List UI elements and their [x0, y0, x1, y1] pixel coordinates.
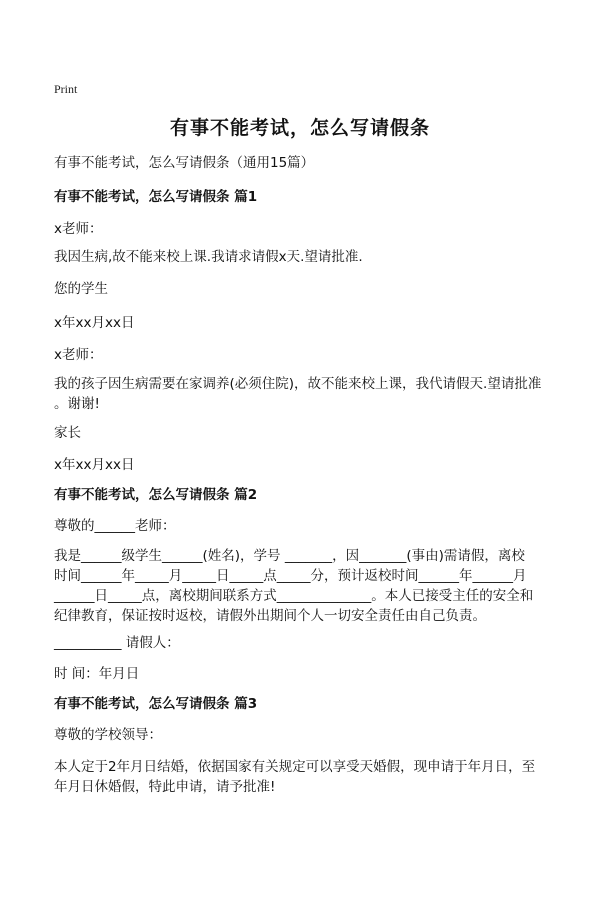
document-subtitle: 有事不能考试，怎么写请假条（通用15篇）: [54, 155, 315, 171]
section-3-salutation: 尊敬的学校领导：: [54, 727, 162, 743]
document-title: 有事不能考试，怎么写请假条: [169, 117, 430, 139]
section-1-heading: 有事不能考试，怎么写请假条 篇1: [54, 189, 258, 205]
section-2-date: 时 间：年月日: [54, 666, 140, 682]
section-1-salutation: x老师：: [54, 221, 103, 237]
section-1-date: x年xx月xx日: [54, 315, 135, 331]
section-1-body-2: 我的孩子因生病需要在家调养(必须住院)，故不能来校上课，我代请假天.望请批准 。谢谢!: [54, 376, 542, 412]
print-label[interactable]: Print: [54, 82, 78, 96]
section-3-heading: 有事不能考试，怎么写请假条 篇3: [54, 696, 258, 712]
section-1-signature: 您的学生: [54, 281, 108, 297]
section-1-salutation-2: x老师：: [54, 347, 103, 363]
section-1-body: 我因生病,故不能来校上课.我请求请假x天.望请批准.: [54, 249, 363, 265]
section-2-heading: 有事不能考试，怎么写请假条 篇2: [54, 487, 258, 503]
section-2-signature: __________ 请假人：: [54, 635, 180, 651]
section-2-salutation: 尊敬的______老师：: [54, 518, 176, 534]
section-1-date-2: x年xx月xx日: [54, 457, 135, 473]
section-2-body: 我是______级学生______(姓名)，学号 _______，因_______(事由)需请假，离校 时间______年_____月_____日_____点_____分，预计返校时间______年______月 ______日_____点，离校期间联系方式______________。本人已接受主任的安全和 纪律教育，保证按时返校，请假外出期间个人一切安全责任由自己负责。: [54, 548, 534, 624]
section-1-signature-2: 家长: [54, 425, 81, 441]
section-3-body: 本人定于2年月日结婚，依据国家有关规定可以享受天婚假，现申请于年月日，至 年月日休婚假，特此申请，请予批准!: [54, 759, 536, 795]
